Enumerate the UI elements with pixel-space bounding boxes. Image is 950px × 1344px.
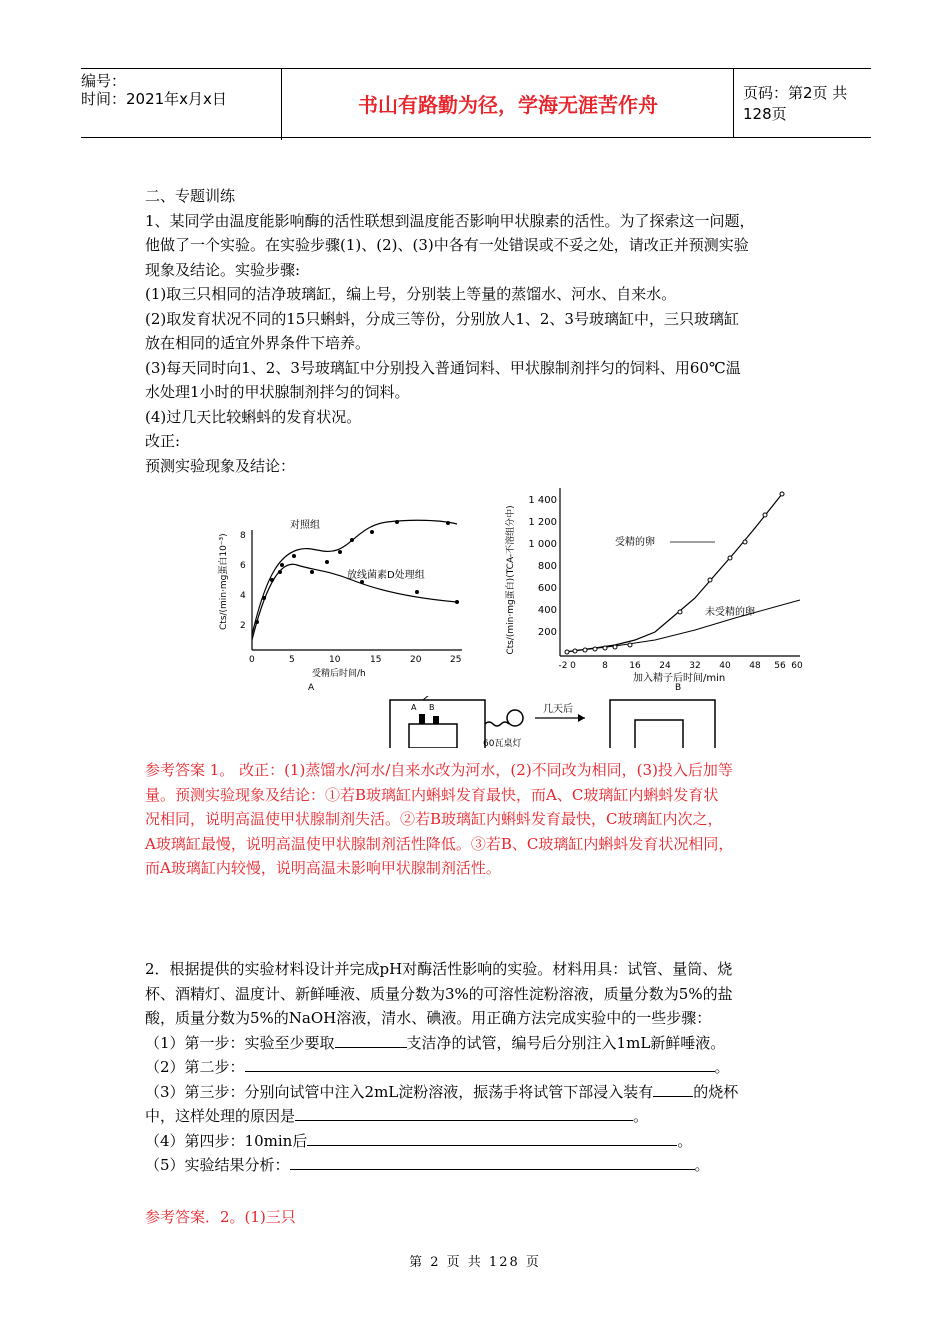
q2-step-3: （3）第三步：分别向试管中注入2mL淀粉溶液，振荡手将试管下部浸入装有 的烧杯 [145,1080,815,1105]
q1-line: 预测实验现象及结论： [145,456,296,475]
section-title: 二、专题训练 [145,187,236,205]
figure-b [495,480,815,690]
figa-ylabel: Cts/(min·mg蛋白10⁻³) [219,533,229,630]
figb-ytick: 600 [537,583,557,594]
q1-line: (4)过几天比较蝌蚪的发育状况。 [145,407,362,426]
q2-step-1: （1）第一步：实验至少要取 支洁净的试管，编号后分别注入1mL新鲜唾液。 [145,1031,815,1056]
figb-panel-label: B [675,683,682,690]
question-1-text [145,184,815,478]
figb-ytick: 1 000 [528,539,557,550]
lamp-icon [507,710,523,726]
q2-line: 杯、酒精灯、温度计、新鲜唾液、质量分数为3%的可溶性淀粉溶液，质量分数为5%的盐 [145,984,733,1003]
arrow-right-icon [578,714,585,722]
figb-ylabel: Cts/(min·mg蛋白)(TCA-不溶组分中) [506,505,516,655]
answer-1 [145,758,815,881]
figb-ytick: 1 200 [528,517,557,528]
figb-xtick: 48 [749,661,761,671]
figure-c-plant-diagram [385,696,725,748]
figa-xtick: 25 [450,655,462,665]
plant-label-a: A [411,703,417,712]
figa-xtick: 15 [370,655,382,665]
box-right [610,700,715,748]
figa-xtick: 10 [329,655,341,665]
page-label: 页码：第2页 共128页 [743,84,848,123]
figa-ytick: 8 [240,531,246,541]
number-label: 编号： [81,72,127,90]
figa-control-label: 对照组 [290,520,320,531]
answer-2: 参考答案．2。(1)三只 [145,1208,296,1226]
q2-line: 2．根据提供的实验材料设计并完成pH对酶活性影响的实验。材料用具：试管、量筒、烧 [145,960,733,978]
figb-xtick: 16 [629,661,641,671]
figb-ytick: 400 [537,605,557,616]
q1-line: 他做了一个实验。在实验步骤(1)、(2)、(3)中各有一处错误或不妥之处，请改正并预测实验 [145,236,749,254]
blank-field[interactable] [335,1031,407,1048]
figb-fert-label: 受精的卵 [615,537,655,548]
figa-xtick: 0 [249,655,255,665]
figb-xtick: 24 [659,661,671,671]
figb-xtick: 60 [791,661,803,671]
q1-line: 水处理1小时的甲状腺制剂拌匀的饲料。 [145,383,410,401]
figb-unfertilized-line [565,600,800,652]
figa-xtick: 20 [410,655,422,665]
blank-field[interactable] [295,1104,633,1121]
q2-step-5: （5）实验结果分析： 。 [145,1153,815,1178]
q1-line: 改正: [145,432,181,450]
figb-ytick: 200 [537,627,557,638]
q2-step-4: （4）第四步：10min后 。 [145,1129,815,1154]
plant-label-b: B [429,703,435,712]
plant-a [419,714,425,724]
figb-fertilized-line [565,494,782,652]
header-info-cell [81,69,282,140]
motto: 书山有路勤为径，学海无涯苦作舟 [283,69,734,137]
q1-line: (1)取三只相同的洁净玻璃缸，编上号，分别装上等量的蒸馏水、河水、自来水。 [145,285,677,303]
blank-field[interactable] [290,1153,695,1170]
blank-field[interactable] [245,1055,715,1072]
figa-treated-label: 放线菌素D处理组 [347,570,425,581]
q1-line: (3)每天同时向1、2、3号玻璃缸中分别投入普通饲料、甲状腺制剂拌匀的饲料、用60℃温 [145,358,741,377]
figb-xtick: -2 [558,661,568,671]
figa-panel-label: A [308,683,315,693]
figa-xtick: 5 [289,655,295,665]
answer-1-line: A玻璃缸最慢，说明高温使甲状腺制剂活性降低。③若B、C玻璃缸内蝌蚪发育状况相同， [145,834,734,853]
question-2-text [145,957,815,1178]
q2-step-3-cont: 中，这样处理的原因是 。 [145,1104,815,1129]
figb-xtick: 0 [570,661,576,671]
q1-line: (2)取发育状况不同的15只蝌蚪，分成三等份，分别放人1、2、3号玻璃缸中，三只玻璃缸 [145,309,739,328]
answer-1-line: 而A玻璃缸内较慢，说明高温未影响甲状腺制剂活性。 [145,859,501,877]
pot-left [409,724,457,748]
figb-xlabel: 加入精子后时间/min [633,673,726,684]
page-footer: 第 2 页 共 128 页 [409,1255,541,1270]
answer-1-line: 参考答案 1。 改正：(1)蒸馏水/河水/自来水改为河水，(2)不同改为相同，(3)投入后加等 [145,761,733,779]
after-label: 几天后 [543,704,573,715]
figb-xtick: 40 [719,661,731,671]
plant-b [433,716,439,724]
figb-xtick: 8 [602,661,608,671]
figure-a [212,510,482,695]
figa-ytick: 2 [240,621,246,631]
q1-line: 放在相同的适宜外界条件下培养。 [145,334,371,352]
figb-xtick: 32 [689,661,701,671]
q2-step-2: （2）第二步： 。 [145,1055,815,1080]
figb-unfert-label: 未受精的卵 [705,607,755,618]
figb-xtick: 56 [774,661,786,671]
figa-ytick: 4 [240,591,246,601]
q1-line: 1、某同学由温度能影响酶的活性联想到温度能否影响甲状腺素的活性。为了探索这一问题， [145,211,755,230]
q1-line: 现象及结论。实验步骤: [145,260,301,279]
lamp-label: 60瓦桌灯 [483,739,522,748]
figb-ytick: 1 400 [528,495,557,506]
blank-field[interactable] [653,1080,693,1097]
pot-right [635,720,683,748]
figa-ytick: 6 [240,561,246,571]
answer-1-line: 量。预测实验现象及结论：①若B玻璃缸内蝌蚪发育最快，而A、C玻璃缸内蝌蚪发育状 [145,785,719,804]
figa-xlabel: 受精后时间/h [312,669,366,679]
answer-1-line: 况相同，说明高温使甲状腺制剂失活。②若B玻璃缸内蝌蚪发育最快，C玻璃缸内次之， [145,810,723,828]
figb-ytick: 800 [537,561,557,572]
q2-line: 酸，质量分数为5%的NaOH溶液，清水、碘液。用正确方法完成实验中的一些步骤： [145,1009,712,1027]
blank-field[interactable] [307,1129,677,1146]
time-label: 时间：2021年x月x日 [81,90,227,108]
figb-points [565,492,784,654]
page-header [81,68,871,138]
